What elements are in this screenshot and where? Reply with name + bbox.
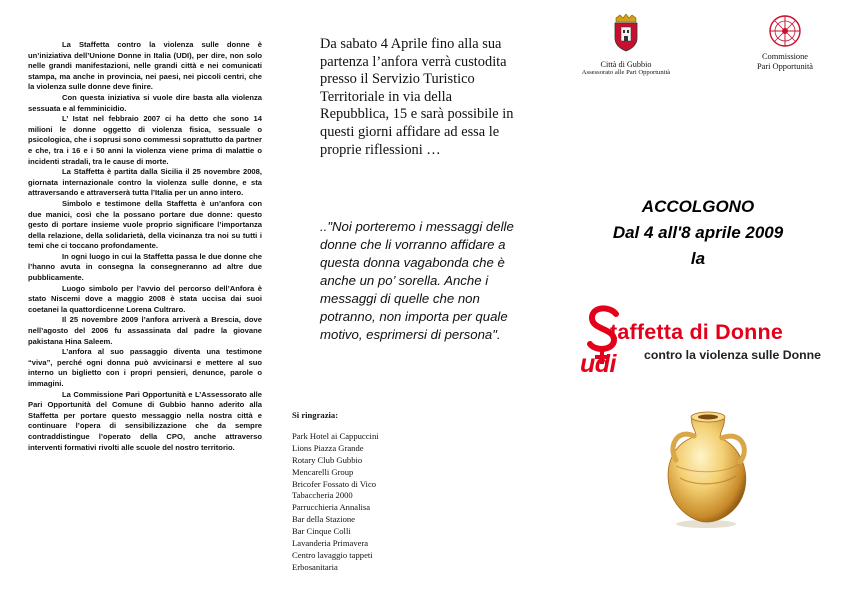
logo-title: taffetta di Donne [610,320,784,344]
city-name: Città di Gubbio [600,60,652,69]
logo-subtitle: contro la violenza sulle Donne [644,348,821,362]
paragraph: Luogo simbolo per l’avvio del percorso dell’Anfora è stato Niscemi dove a maggio 2008 è stata uccisa dai suoi coetanei la quattordicenne Lorena Cultraro. [28,283,262,314]
description-column [28,40,262,453]
sponsor-item: Park Hotel ai Cappuccini [292,430,379,441]
paragraph: Il 25 novembre 2009 l’anfora arriverà a Brescia, dove nell’agosto del 2006 fu assassinata dal padre la giovane pakistana Hina Saleem. [28,315,262,346]
commission-line-1: Commissione [761,51,809,61]
paragraph: Con questa iniziativa si vuole dire basta alla violenza sessuata e al femminicidio. [28,92,262,113]
sponsor-item: Lions Piazza Grande [292,442,364,453]
headline [572,194,824,272]
paragraph: Simbolo e testimone della Staffetta è un’anfora con due manici, così che la possano portare due donne: questo gesto di portare insieme vuole proprio significare l’importanza della relazione, della solidarietà, della vicinanza tra noi su tutti i temi che ci toccano profondamente. [28,198,262,251]
staffetta-logo [578,302,828,392]
sponsor-item: Bar della Stazione [292,514,355,525]
sponsor-item: Erbosanitaria [292,561,338,572]
paragraph: La Staffetta contro la violenza sulle donne è un’iniziativa dell’Unione Donne in Italia (UDI), per dire, non solo nelle grandi manifestazioni, nelle grandi città e nei comunicati stampa, ma anche in provincia, nei paesi, nei piccoli centri, che la violenza sulle donne deve finire. [28,40,262,92]
thanks-title: Si ringrazia: [292,410,339,420]
sponsor-item: Centro lavaggio tappeti [292,549,373,560]
commission-block [737,14,833,73]
sponsor-item: Bricofer Fossato di Vico [292,478,377,489]
sponsor-list [292,431,422,574]
city-crest-block [560,14,692,76]
city-office: Assessorato alle Pari Opportunità [581,69,671,76]
intro-block [320,36,515,159]
paragraph: La Commissione Pari Opportunità e L’Assessorato alle Pari Opportunità del Comune di Gubbio hanno aderito alla Staffetta per portare questo messaggio nella nostra città e continuare l’opera di sensibilizzazione che da sempre contraddistingue l’operato della CPO, anche attraverso interventi formativi rivolti alle scuole del nostro territorio. [28,389,262,452]
paragraph: La Staffetta è partita dalla Sicilia il 25 novembre 2008, giornata internazionale contro la violenza sulle donne, e sta attraversando e attraverserà tutta l’Italia per un anno intero. [28,167,262,198]
sponsor-item: Mencarelli Group [292,466,354,477]
sponsor-item: Lavanderia Primavera [292,538,369,549]
paragraph: In ogni luogo in cui la Staffetta passa le due donne che l’hanno avuta in consegna la consegneranno ad altre due pubblicamente. [28,251,262,283]
amphora-image [650,408,760,530]
thanks-block [292,410,422,574]
commission-emblem-icon [768,14,802,48]
quote-text: .."Noi porteremo i messaggi delle donne che li vorranno affidare a questa donna vagabonda che è anche un po’ sorella. Anche i messaggi di quelle che non potranno, non importa per quale motivo, esprimersi di persona". [320,219,514,342]
headline-line: Dal 4 all'8 aprile 2009 [612,223,784,242]
commission-line-2: Pari Opportunità [756,62,814,71]
paragraph: L’ Istat nel febbraio 2007 ci ha detto che sono 14 milioni le donne oggetto di violenza fisica, sessuale o psicologica, che i soprusi sono commessi soprattutto da partner e che, tra i 16 e i 50 anni la violenza viene prima di malattie o incidenti stradali, tra le cause di morte. [28,114,262,166]
city-crest-icon [611,14,641,52]
sponsor-item: Rotary Club Gubbio [292,454,363,465]
sponsor-item: Tabaccheria 2000 [292,490,353,501]
udi-logo-text: udi [580,350,616,378]
sponsor-item: Parrucchieria Annalisa [292,502,371,513]
paragraph: L’anfora al suo passaggio diventa una testimone “viva”, perché ogni donna può avvicinarsi e mettere al suo interno un biglietto con i propri pensieri, denunce, parole o immagini. [28,347,262,388]
intro-text: Da sabato 4 Aprile fino alla sua partenza l’anfora verrà custodita presso il Servizio Turistico Territoriale in via della Repubblica, 15 e sarà possibile in questi giorni affidare ad essa le proprie riflessioni … [320,36,514,158]
headline-line: la [690,249,706,268]
headline-line: ACCOLGONO [641,197,755,216]
sponsor-item: Bar Cinque Colli [292,526,351,537]
